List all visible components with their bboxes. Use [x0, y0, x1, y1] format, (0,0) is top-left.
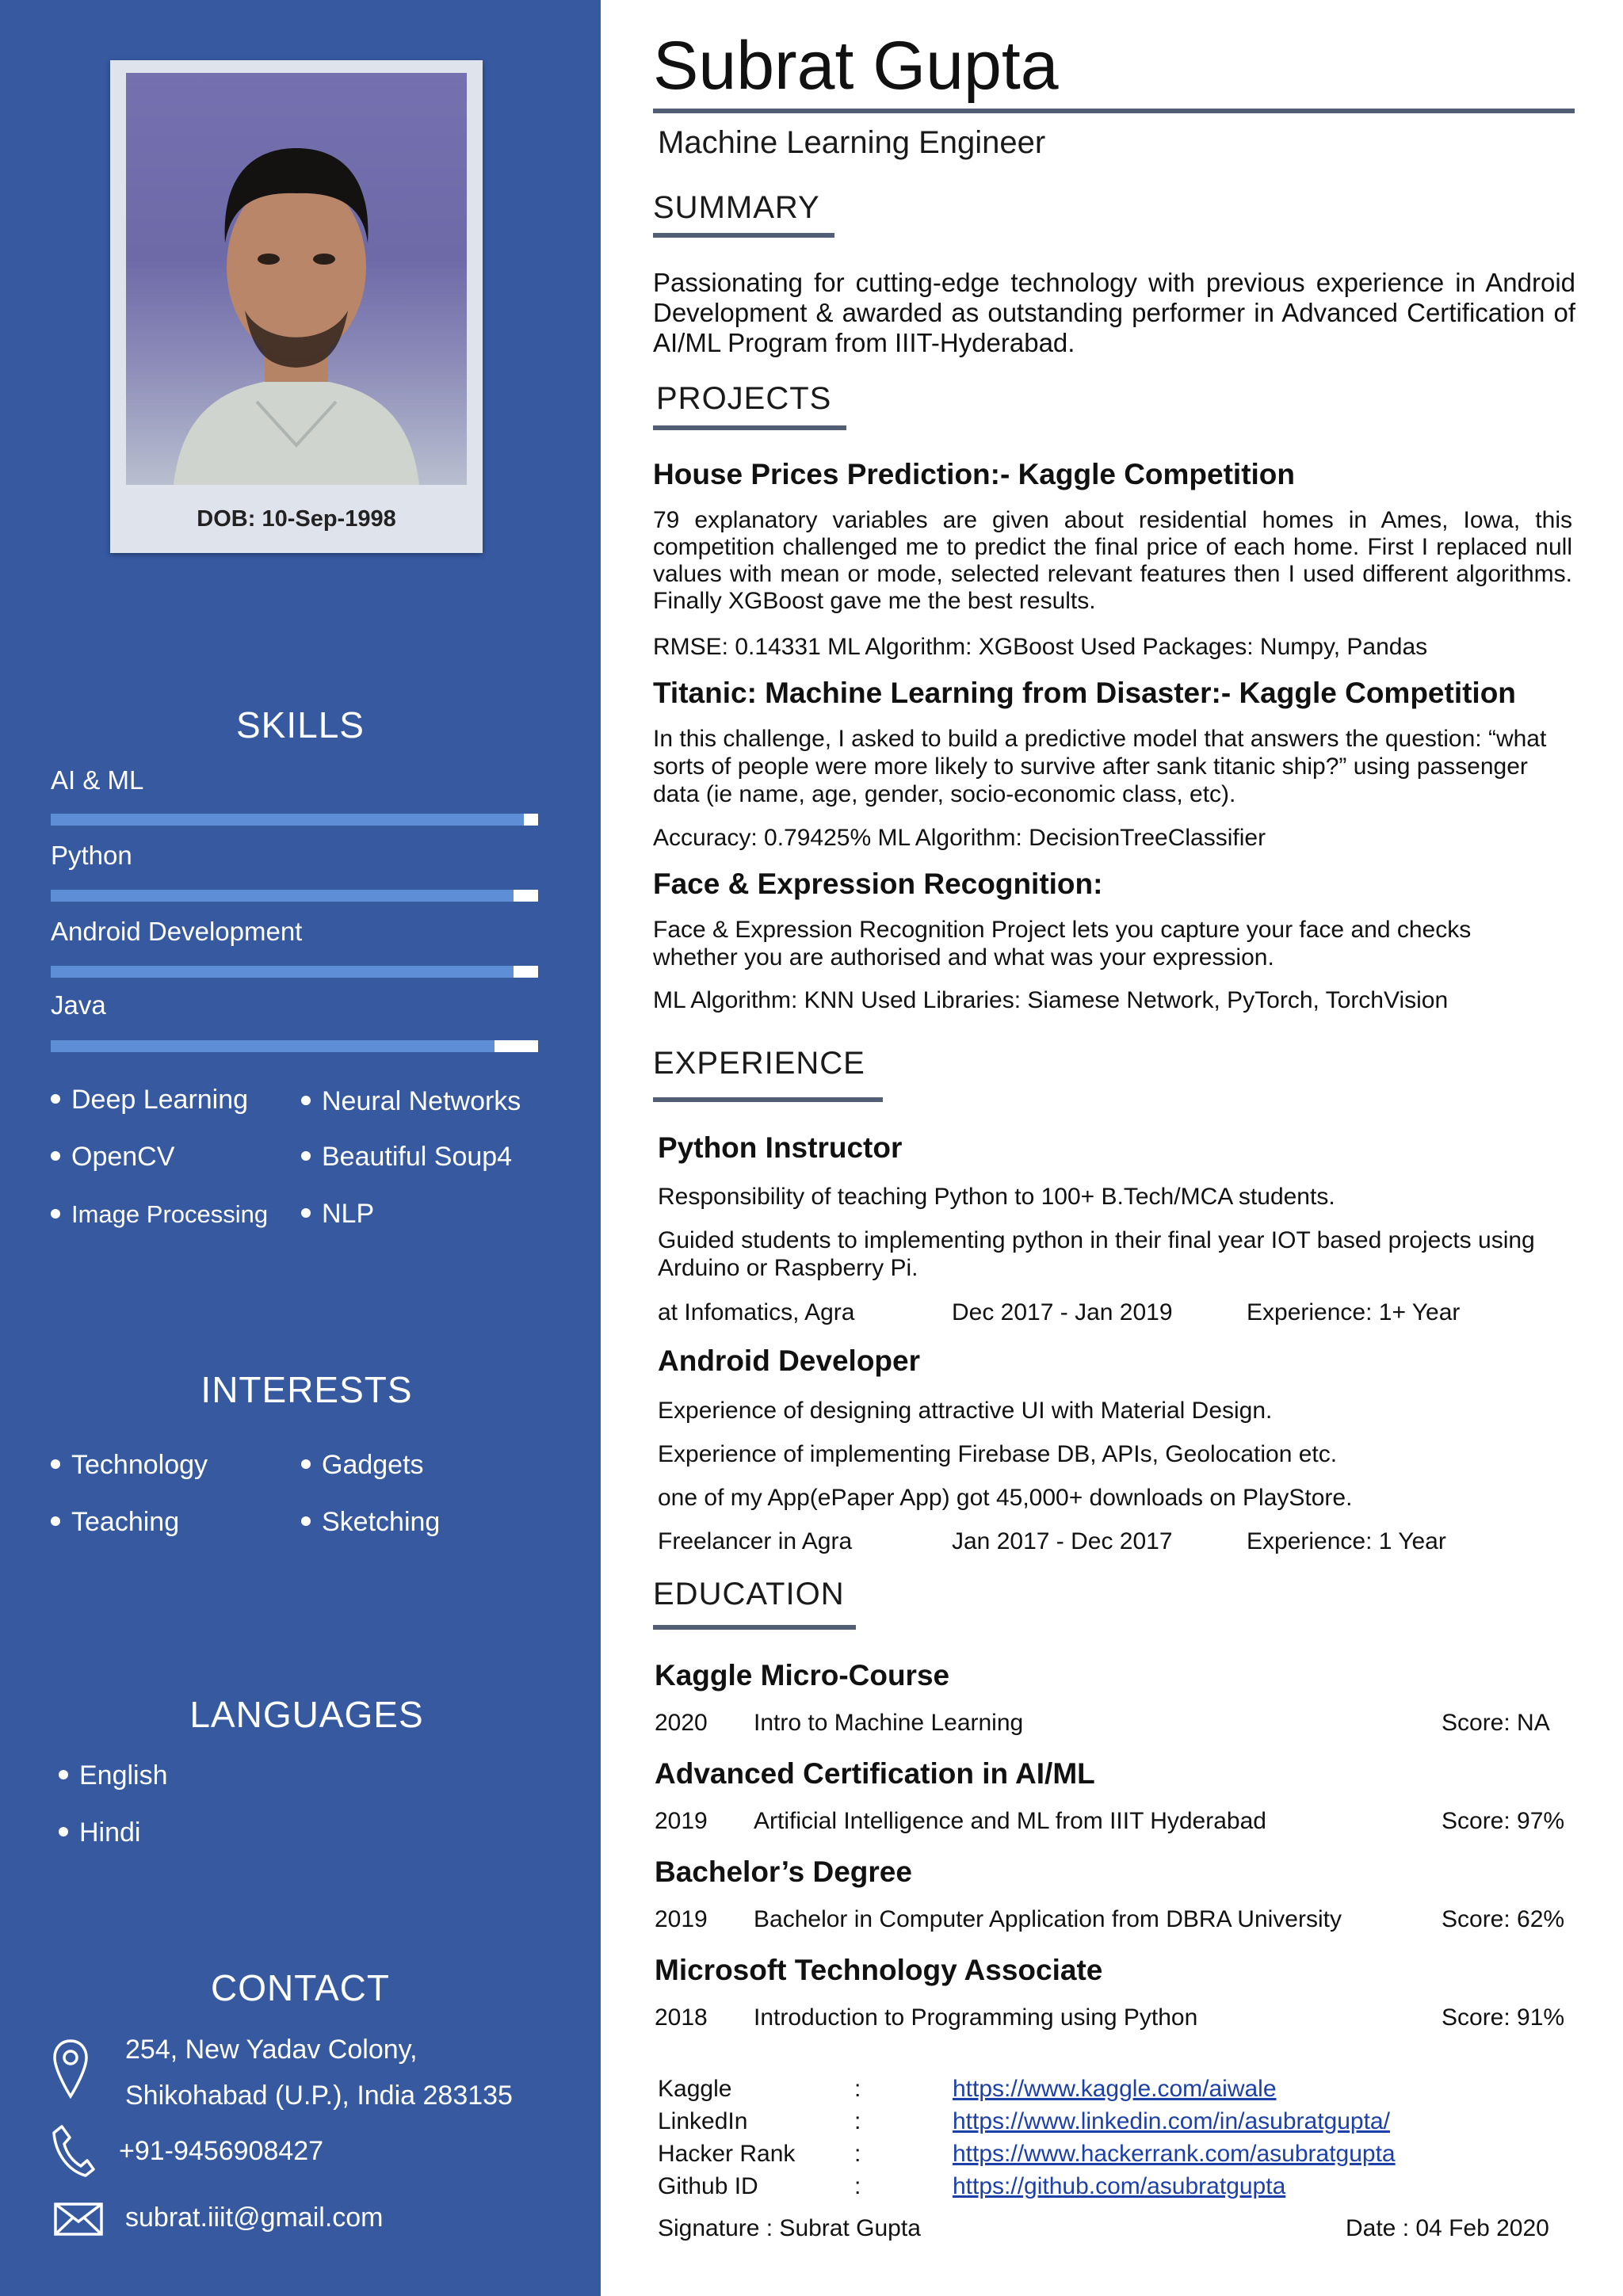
education-score: Score: 62%	[1442, 1906, 1565, 1932]
experience-line: Guided students to implementing python in their final year IOT based projects using Arduino or Raspberry Pi.	[658, 1227, 1535, 1281]
interest-item-gadgets: Gadgets	[301, 1450, 424, 1481]
project-meta: RMSE: 0.14331 ML Algorithm: XGBoost Used Packages: Numpy, Pandas	[653, 634, 1428, 660]
education-title: Bachelor’s Degree	[655, 1855, 912, 1888]
link-separator: :	[854, 2173, 861, 2199]
bullet-icon	[51, 1516, 60, 1526]
education-score: Score: 91%	[1442, 2004, 1565, 2031]
education-heading: EDUCATION	[653, 1577, 845, 1611]
experience-line: Responsibility of teaching Python to 100+ B.Tech/MCA students.	[658, 1184, 1335, 1210]
email-icon	[54, 2203, 103, 2236]
skill-tag-deep-learning: Deep Learning	[51, 1085, 248, 1116]
phone-number[interactable]: +91-9456908427	[119, 2136, 324, 2166]
education-detail: Introduction to Programming using Python	[754, 2004, 1198, 2031]
education-score: Score: NA	[1442, 1710, 1550, 1736]
interest-item-teaching: Teaching	[51, 1507, 179, 1538]
education-year: 2020	[655, 1710, 708, 1736]
main-content	[601, 0, 1623, 2296]
phone-icon	[51, 2123, 95, 2179]
link-label-kaggle: Kaggle	[658, 2076, 732, 2102]
contact-heading: CONTACT	[211, 1967, 390, 2008]
bullet-icon	[301, 1096, 311, 1105]
email-address[interactable]: subrat.iiit@gmail.com	[125, 2203, 384, 2233]
date-of-birth: DOB: 10-Sep-1998	[197, 506, 396, 532]
skill-label: AI & ML	[51, 765, 144, 795]
location-pin-icon	[51, 2038, 90, 2101]
summary-underline	[653, 233, 834, 238]
project-title: Face & Expression Recognition:	[653, 868, 1103, 900]
experience-role: Python Instructor	[658, 1131, 903, 1164]
language-item-hindi: Hindi	[59, 1817, 140, 1848]
education-detail: Artificial Intelligence and ML from IIIT Hyderabad	[754, 1808, 1266, 1834]
skill-level-bar	[51, 814, 538, 826]
link-separator: :	[854, 2141, 861, 2167]
bullet-icon	[301, 1208, 311, 1218]
candidate-name: Subrat Gupta	[653, 28, 1059, 104]
experience-dates: Jan 2017 - Dec 2017	[952, 1528, 1173, 1554]
bullet-icon	[301, 1151, 311, 1161]
skill-level-fill	[51, 966, 514, 978]
project-meta: ML Algorithm: KNN Used Libraries: Siamese Network, PyTorch, TorchVision	[653, 987, 1449, 1013]
link-separator: :	[854, 2108, 861, 2134]
skill-level-bar	[51, 1040, 538, 1052]
languages-heading: LANGUAGES	[189, 1694, 424, 1735]
experience-duration: Experience: 1+ Year	[1247, 1299, 1461, 1325]
bullet-icon	[51, 1151, 60, 1161]
education-year: 2019	[655, 1808, 708, 1834]
education-detail: Bachelor in Computer Application from DBRA University	[754, 1906, 1342, 1932]
name-divider	[653, 109, 1575, 113]
sidebar	[0, 0, 601, 2296]
skill-level-fill	[51, 814, 524, 826]
skill-label: Java	[51, 990, 106, 1020]
signature: Signature : Subrat Gupta	[658, 2215, 921, 2241]
bullet-icon	[51, 1459, 60, 1469]
profile-photo	[126, 73, 467, 485]
experience-heading: EXPERIENCE	[653, 1046, 865, 1081]
project-title: Titanic: Machine Learning from Disaster:- Kaggle Competition	[653, 677, 1516, 709]
profile-photo-card	[110, 60, 483, 553]
address-line-2: Shikohabad (U.P.), India 283135	[125, 2081, 513, 2111]
education-title: Advanced Certification in AI/ML	[655, 1757, 1095, 1790]
skill-label: Python	[51, 841, 132, 870]
hackerrank-link[interactable]: https://www.hackerrank.com/asubratgupta	[953, 2141, 1396, 2167]
bullet-icon	[59, 1770, 68, 1779]
github-link[interactable]: https://github.com/asubratgupta	[953, 2173, 1286, 2199]
education-detail: Intro to Machine Learning	[754, 1710, 1024, 1736]
skill-label: Android Development	[51, 917, 303, 946]
project-description: In this challenge, I asked to build a predictive model that answers the question: “what sorts of people were more likely to survive after sank titanic ship?” using passenger data (ie name, age, gender, socio-economic class, etc).	[653, 726, 1547, 807]
education-score: Score: 97%	[1442, 1808, 1565, 1834]
education-title: Kaggle Micro-Course	[655, 1659, 950, 1691]
skill-tag-opencv: OpenCV	[51, 1142, 174, 1173]
summary-heading: SUMMARY	[653, 190, 820, 225]
projects-underline	[653, 425, 846, 430]
experience-line: Experience of implementing Firebase DB, APIs, Geolocation etc.	[658, 1441, 1338, 1467]
bullet-icon	[301, 1459, 311, 1469]
skill-level-bar	[51, 966, 538, 978]
link-label-github: Github ID	[658, 2173, 758, 2199]
projects-heading: PROJECTS	[656, 381, 832, 416]
link-label-hackerrank: Hacker Rank	[658, 2141, 796, 2167]
skill-level-bar	[51, 890, 538, 902]
link-label-linkedin: LinkedIn	[658, 2108, 748, 2134]
job-title: Machine Learning Engineer	[658, 125, 1046, 160]
project-description: 79 explanatory variables are given about residential homes in Ames, Iowa, this competition challenged me to predict the final price of each home. First I replaced null values with mean or mode, selected relevant features then I used different algorithms. Finally XGBoost gave me the best results.	[653, 507, 1572, 614]
experience-underline	[653, 1097, 883, 1102]
education-underline	[653, 1625, 856, 1630]
kaggle-link[interactable]: https://www.kaggle.com/aiwale	[953, 2076, 1277, 2102]
link-separator: :	[854, 2076, 861, 2102]
project-meta: Accuracy: 0.79425% ML Algorithm: DecisionTreeClassifier	[653, 825, 1266, 851]
summary-text: Passionating for cutting-edge technology with previous experience in Android Development & awarded as outstanding performer in Advanced Certification of AI/ML Program from IIIT-Hyderabad.	[653, 268, 1575, 357]
bullet-icon	[51, 1209, 60, 1219]
experience-role: Android Developer	[658, 1344, 920, 1377]
education-year: 2019	[655, 1906, 708, 1932]
skill-level-fill	[51, 1040, 495, 1052]
experience-line: one of my App(ePaper App) got 45,000+ downloads on PlayStore.	[658, 1485, 1353, 1511]
language-item-english: English	[59, 1760, 168, 1791]
project-title: House Prices Prediction:- Kaggle Competition	[653, 458, 1296, 490]
bullet-icon	[59, 1827, 68, 1836]
education-year: 2018	[655, 2004, 708, 2031]
skill-tag-neural-networks: Neural Networks	[301, 1086, 521, 1117]
interest-item-technology: Technology	[51, 1450, 208, 1481]
linkedin-link[interactable]: https://www.linkedin.com/in/asubratgupta/	[953, 2108, 1390, 2134]
skill-tag-beautiful-soup: Beautiful Soup4	[301, 1142, 512, 1173]
skills-heading: SKILLS	[236, 704, 365, 746]
interest-item-sketching: Sketching	[301, 1507, 440, 1538]
skill-tag-nlp: NLP	[301, 1199, 374, 1230]
bullet-icon	[51, 1094, 60, 1104]
experience-place: at Infomatics, Agra	[658, 1299, 855, 1325]
project-description: Face & Expression Recognition Project lets you capture your face and checks whether you are authorised and what was your expression.	[653, 917, 1472, 971]
experience-dates: Dec 2017 - Jan 2019	[952, 1299, 1173, 1325]
bullet-icon	[301, 1516, 311, 1526]
experience-duration: Experience: 1 Year	[1247, 1528, 1446, 1554]
address-line-1: 254, New Yadav Colony,	[125, 2035, 418, 2065]
interests-heading: INTERESTS	[200, 1369, 413, 1410]
document-date: Date : 04 Feb 2020	[1346, 2215, 1549, 2241]
skill-tag-image-processing: Image Processing	[51, 1200, 268, 1229]
skill-level-fill	[51, 890, 514, 902]
experience-place: Freelancer in Agra	[658, 1528, 853, 1554]
portrait-illustration	[126, 73, 467, 485]
education-title: Microsoft Technology Associate	[655, 1954, 1103, 1986]
experience-line: Experience of designing attractive UI with Material Design.	[658, 1398, 1273, 1424]
